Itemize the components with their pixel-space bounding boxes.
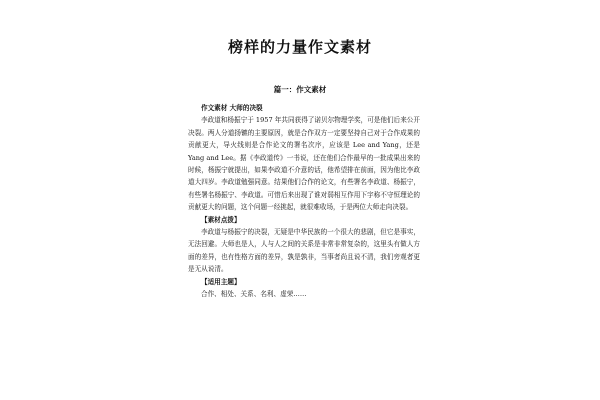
document-body [188,102,420,301]
section-subtitle: 篇一：作文素材 [273,85,327,94]
themes-list: 合作、相处、关系、名利、虚荣…… [201,290,307,299]
paragraph-comment: 李政道与杨振宁的决裂，无疑是中华民族的一个很大的悲剧，但它是事实，无法回避。大师也是人，人与人之间的关系是非常非常复杂的，这里头有做人方面的差异，也有性格方面的差异，孰是孰非，当事者尚且说不清，我们旁观者更是无从说清。 [188,228,420,274]
section-heading: 作文素材 大师的决裂 [201,104,263,112]
page-title: 榜样的力量作文素材 [227,38,372,56]
paragraph-story: 李政道和杨振宁于 1957 年共同获得了诺贝尔物理学奖，可是他们后来公开决裂。两人分道扬镳的主要原因，就是合作双方一定要坚持自己对于合作成果的贡献更大，导火线则是合作论文的署名次序，应该是 Lee and Yang，还是 Yang and Lee。据《李政道传》一书说，还在他们合作最早的一批成果出来的时候，杨振宁就提出，如果李政道不介意的话，他希望排在前面，因为他比李政道大四岁。李政道勉强同意。结果他们合作的论文，有些署名李政道、杨振宁，有些署名杨振宁、李政道。可惜后来出现了谁对弱相互作用下宇称不守恒理论的贡献更大的问题，这个问题一经挑起，就很难收场，于是两位大师走向决裂。 [188,116,420,212]
theme-tag: 【适用主题】 [201,277,241,286]
comment-tag: 【素材点拨】 [201,215,241,224]
